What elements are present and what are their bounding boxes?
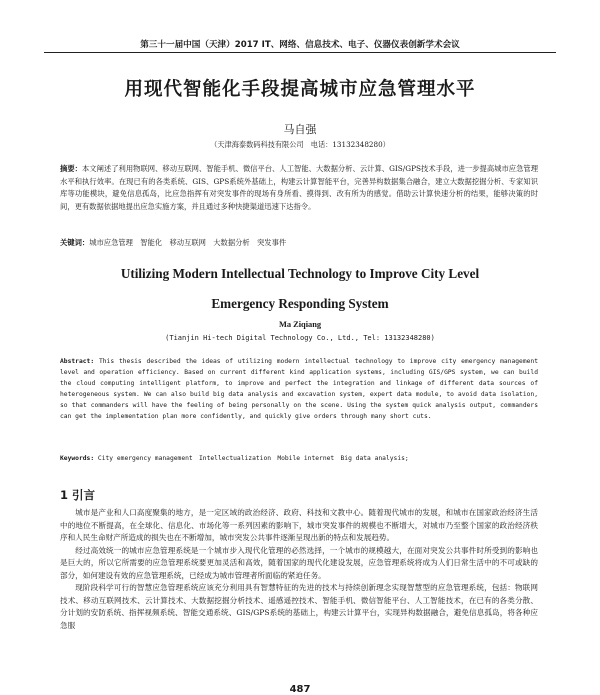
intro-paragraph-3: 现阶段科学可行的智慧应急管理系统应该充分利用具有智慧特征的先进的技术与持续创新理念实现智慧型的应急管理系统，包括：物联网技术、移动互联网技术、云计算技术、大数据挖掘分析技术、遥感遥控技术、智能手机、微信智能平台、人工智能技术，在已有的各类分散、分计划的安防系统、指挥视频系统、智能交通系统、GIS/GPS系统的基础上，构建云计算平台，实现异构数据融合，避免信息孤岛，将各种应急服 bbox=[60, 583, 538, 630]
english-abstract-label: Abstract: bbox=[60, 358, 95, 365]
english-abstract bbox=[60, 356, 538, 422]
intro-paragraph-2: 经过高效统一的城市应急管理系统是一个城市步入现代化管理的必然选择，一个城市的规模越大，在面对突发公共事件时所受到的影响也是巨大的，所以它所需要的应急管理系统要更加灵活和高效，随着国家的现代化建设发展，应急管理系统将成为人们日常生活中的不可或缺的部分，如何建设有效的应急管理系统，已经成为城市管理者所面临的紧迫任务。 bbox=[60, 545, 538, 580]
english-abstract-text: This thesis described the ideas of utilizing modern intellectual technology to improve city emergency management level and operation efficiency. Based on current different kind application systems, including GIS/GPS system, we can build the cloud computing intelligent platform, to improve and perfect the integration and linkage of different data sources of heterogeneous system. We can also build big data analysis and excavation system, expert data module, to avoid data isolation, so that commanders will have the feeling of being personally on the scene. Using the system quick analysis output, commanders can get the implementation plan more confidently, and quickly give orders through many short cuts. bbox=[60, 358, 538, 420]
running-header: 第三十一届中国（天津）2017 IT、网络、信息技术、电子、仪器仪表创新学术会议 bbox=[140, 40, 460, 50]
english-keywords-label: Keywords: bbox=[60, 455, 95, 462]
chinese-keywords-text: 城市应急管理 智能化 移动互联网 大数据分析 突发事件 bbox=[89, 238, 287, 247]
introduction-body bbox=[60, 507, 538, 632]
english-title-line2: Emergency Responding System bbox=[211, 296, 389, 311]
chinese-keywords bbox=[60, 238, 538, 248]
header-rule bbox=[44, 52, 556, 53]
chinese-affiliation: （天津海泰数码科技有限公司 电话：13132348280） bbox=[210, 140, 390, 149]
english-author: Ma Ziqiang bbox=[278, 320, 322, 329]
english-affiliation: (Tianjin Hi-tech Digital Technology Co., Ltd., Tel: 13132348280) bbox=[165, 334, 435, 342]
chinese-title: 用现代智能化手段提高城市应急管理水平 bbox=[124, 79, 476, 100]
chinese-abstract-label: 摘要： bbox=[60, 164, 82, 173]
section-heading-introduction: 1 引言 bbox=[60, 488, 96, 502]
english-keywords-text: City emergency management Intellectualization Mobile internet Big data analysis; bbox=[97, 455, 409, 462]
chinese-keywords-label: 关键词： bbox=[60, 238, 90, 247]
english-title-line1: Utilizing Modern Intellectual Technology to Improve City Level bbox=[120, 266, 480, 281]
intro-paragraph-1: 城市是产业和人口高度聚集的地方，是一定区域的政治经济、政府、科技和文教中心。随着现代城市的发展，和城市在国家政治经济生活中的地位不断提高，在全球化、信息化、市场化等一系列因素的影响下，城市突发事件的规模也不断增大，对城市乃至整个国家的政治经济秩序和人民生命财产所造成的损失也在不断增加，城市突发公共事件逐渐呈现出新的特点和发展趋势。 bbox=[60, 508, 538, 542]
page-number: 487 bbox=[289, 684, 311, 695]
chinese-author: 马自强 bbox=[283, 123, 317, 136]
english-keywords bbox=[60, 453, 538, 462]
chinese-abstract bbox=[60, 163, 538, 213]
chinese-abstract-text: 本文阐述了利用物联网、移动互联网、智能手机、微信平台、人工智能、大数据分析、云计算、GIS/GPS技术手段，进一步提高城市应急管理水平和执行效率。在现已有的各类系统、GIS、GPS系统外基础上，构建云计算智能平台，完善异构数据集合融合，建立大数据挖掘分析、专家知识库等功能模块，避免信息孤岛，比应急指挥有对突发事件的现场有身所看、摸得到、改有所为的感觉。借助云计算快速分析的结果，能够决策的时间，更有数据依据地提出应急实施方案，并且通过多种快捷渠道迅速下达指令。 bbox=[60, 164, 539, 211]
